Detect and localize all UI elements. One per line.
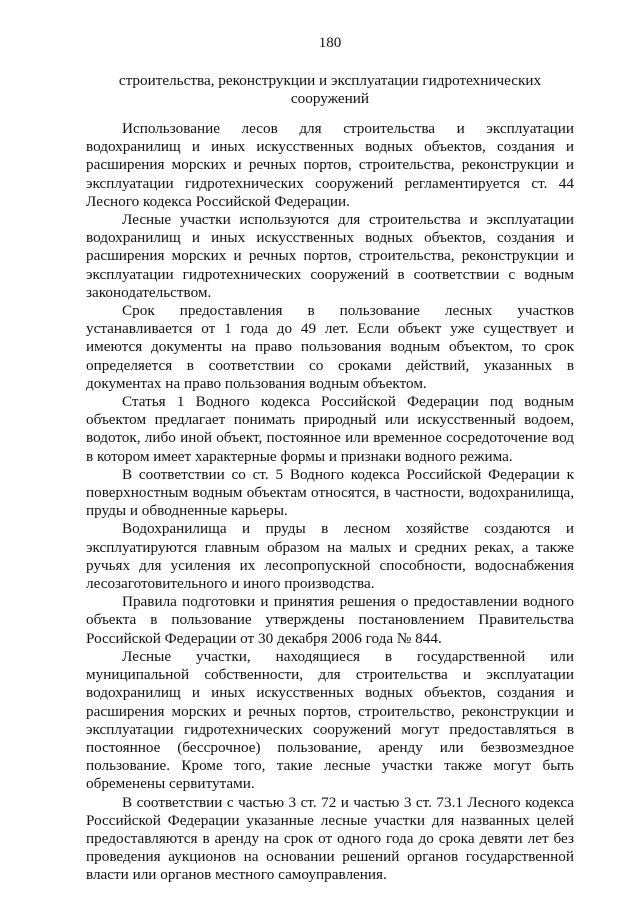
document-body [86,120,574,885]
paragraph-6: Водохранилища и пруды в лесном хозяйстве создаются и эксплуатируются главным образом на малых и средних реках, а также ручьях для усиления их лесопропускной способности, водоснабжения лесозаготовительного и иного производства. [86,520,574,593]
paragraph-1: Использование лесов для строительства и эксплуатации водохранилищ и иных искусственных водных объектов, создания и расширения морских и речных портов, строительства, реконструкции и эксплуатации гидротехнических сооружений регламентируется ст. 44 Лесного кодекса Российской Федерации. [86,120,574,210]
section-heading: строительства, реконструкции и эксплуатации гидротехнических сооружений [118,72,542,107]
paragraph-5: В соответствии со ст. 5 Водного кодекса Российской Федерации к поверхностным водным объектам относятся, в частности, водохранилища, пруды и обводненные карьеры. [86,465,574,520]
paragraph-9: В соответствии с частью 3 ст. 72 и частью 3 ст. 73.1 Лесного кодекса Российской Федерации указанные лесные участки для названных целей предоставляются в аренду на срок от одного года до срока девяти лет без проведения аукционов на основании решений органов государственной власти или органов местного самоуправления. [86,793,574,884]
page-number: 180 [318,35,342,51]
paragraph-4: Статья 1 Водного кодекса Российской Федерации под водным объектом предлагает понимать природный или искусственный водоем, водоток, либо иной объект, постоянное или временное сосредоточение вод в котором имеет характерные формы и признаки водного режима. [86,393,574,465]
paragraph-8: Лесные участки, находящиеся в государственной или муниципальной собственности, для строительства и эксплуатации водохранилищ и иных искусственных водных объектов, создания и расширения морских и речных портов, строительство, реконструкции и эксплуатации гидротехнических сооружений могут предоставляться в постоянное (бессрочное) пользование, аренду или безвозмездное пользование. Кроме того, такие лесные участки также могут быть обременены сервитутами. [86,647,574,793]
paragraph-7: Правила подготовки и принятия решения о предоставлении водного объекта в пользование утверждены постановлением Правительства Российской Федерации от 30 декабря 2006 года № 844. [86,593,574,647]
paragraph-2: Лесные участки используются для строительства и эксплуатации водохранилищ и иных искусственных водных объектов, создания и расширения морских и речных портов, строительства, реконструкции и эксплуатации гидротехнических сооружений в соответствии с водным законодательством. [86,211,574,301]
paragraph-3: Срок предоставления в пользование лесных участков устанавливается от 1 года до 49 лет. Если объект уже существует и имеются документы на право пользования водным объектом, то срок определяется в соответствии со сроками действий, указанных в документах на право пользования водным объектом. [86,302,574,392]
